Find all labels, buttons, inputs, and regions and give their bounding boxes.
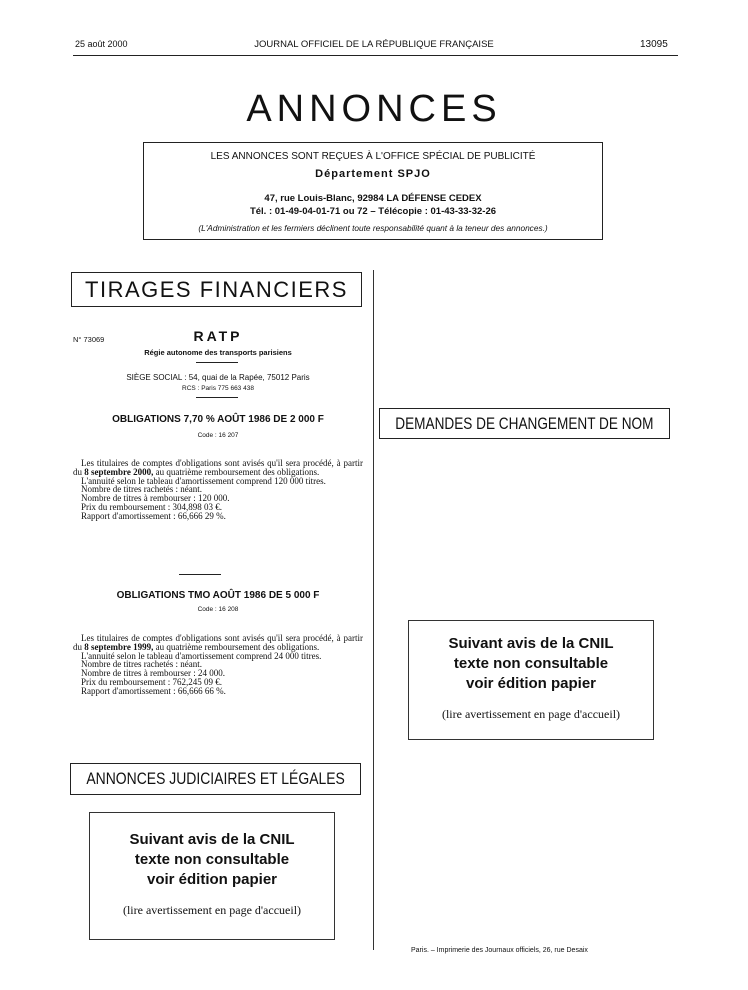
cnil-line: voir édition papier <box>465 675 597 692</box>
header-page-number: 13095 <box>640 39 668 50</box>
obligation-paragraph <box>73 634 363 652</box>
column-divider <box>373 270 374 950</box>
cnil-line: Suivant avis de la CNIL <box>448 635 614 652</box>
paragraph-text: au quatrième remboursement des obligations. <box>153 641 320 652</box>
cnil-line: Suivant avis de la CNIL <box>129 831 295 848</box>
obligation-text <box>73 459 363 521</box>
info-line-department: Département SPJO <box>315 168 431 180</box>
footer-printer: Paris. – Imprimerie des Journaux officiels, 26, rue Desaix <box>411 947 588 954</box>
section-tirages-financiers <box>71 272 362 307</box>
info-line-phone: Tél. : 01-49-04-01-71 ou 72 – Télécopie : 01-43-33-32-26 <box>249 206 497 217</box>
obligation-line: Prix du remboursement : 304,898 03 €. <box>81 501 222 512</box>
section-demandes-changement-nom <box>379 408 670 439</box>
obligation-line: Prix du remboursement : 762,245 09 €. <box>81 676 222 687</box>
divider <box>179 574 221 575</box>
obligation-line: Nombre de titres à rembourser : 24 000. <box>81 668 225 679</box>
obligation-code: Code : 16 208 <box>197 606 239 613</box>
obligation-line: Rapport d'amortissement : 66,666 29 %. <box>81 510 226 521</box>
announcement-siege: SIÈGE SOCIAL : 54, quai de la Rapée, 75012 Paris <box>126 373 310 382</box>
info-line-office: LES ANNONCES SONT REÇUES À L'OFFICE SPÉCIAL DE PUBLICITÉ <box>210 151 536 162</box>
header-journal-title: JOURNAL OFFICIEL DE LA RÉPUBLIQUE FRANÇAISE <box>254 39 494 50</box>
obligation-line: Nombre de titres à rembourser : 120 000. <box>81 493 230 504</box>
cnil-line: texte non consultable <box>453 655 609 672</box>
obligation-title: OBLIGATIONS 7,70 % AOÛT 1986 DE 2 000 F <box>112 414 324 425</box>
header-date: 25 août 2000 <box>75 39 128 49</box>
info-line-disclaimer: (L'Administration et les fermiers déclinent toute responsabilité quant à la teneur des annonces.) <box>198 223 548 233</box>
divider <box>196 397 238 398</box>
announcement-company: RATP <box>193 328 243 344</box>
obligation-paragraph: L'annuité selon le tableau d'amortissement comprend 120 000 titres. <box>81 475 326 486</box>
section-demandes-label: DEMANDES DE CHANGEMENT DE NOM <box>395 413 654 433</box>
paragraph-date: 8 septembre 2000, <box>84 466 154 477</box>
divider <box>196 362 238 363</box>
section-annonces-label: ANNONCES JUDICIAIRES ET LÉGALES <box>86 769 345 788</box>
announcement-rcs: RCS : Paris 775 663 438 <box>182 385 254 392</box>
obligation-paragraph <box>73 459 363 477</box>
cnil-line: texte non consultable <box>134 851 290 868</box>
section-annonces-judiciaires <box>70 763 361 795</box>
obligation-line: Rapport d'amortissement : 66,666 66 %. <box>81 685 226 696</box>
obligation-line: Nombre de titres rachetés : néant. <box>81 484 202 495</box>
announcement-number: N° 73069 <box>73 335 105 344</box>
cnil-note: (lire avertissement en page d'accueil) <box>122 903 302 917</box>
cnil-notice-box <box>89 812 335 940</box>
paragraph-text: au quatrième remboursement des obligations. <box>153 466 320 477</box>
paragraph-date: 8 septembre 1999, <box>84 641 154 652</box>
paragraph-text: Les titulaires de comptes d'obligations sont avisés qu'il sera procédé, à partir du <box>73 633 363 652</box>
cnil-line: voir édition papier <box>146 871 278 888</box>
paragraph-text: Les titulaires de comptes d'obligations sont avisés qu'il sera procédé, à partir du <box>73 458 363 477</box>
cnil-notice-box <box>408 620 654 740</box>
obligation-title: OBLIGATIONS TMO AOÛT 1986 DE 5 000 F <box>116 590 320 601</box>
obligation-text <box>73 634 363 696</box>
info-line-address: 47, rue Louis-Blanc, 92984 LA DÉFENSE CEDEX <box>264 193 482 204</box>
section-tirages-label: TIRAGES FINANCIERS <box>85 276 348 302</box>
cnil-note: (lire avertissement en page d'accueil) <box>441 707 621 721</box>
obligation-code: Code : 16 207 <box>197 432 239 439</box>
announcement-company-fullname: Régie autonome des transports parisiens <box>144 348 292 357</box>
page-title: ANNONCES <box>246 88 502 130</box>
header-rule <box>73 55 678 56</box>
obligation-line: Nombre de titres rachetés : néant. <box>81 659 202 670</box>
obligation-paragraph: L'annuité selon le tableau d'amortissement comprend 24 000 titres. <box>81 650 322 661</box>
